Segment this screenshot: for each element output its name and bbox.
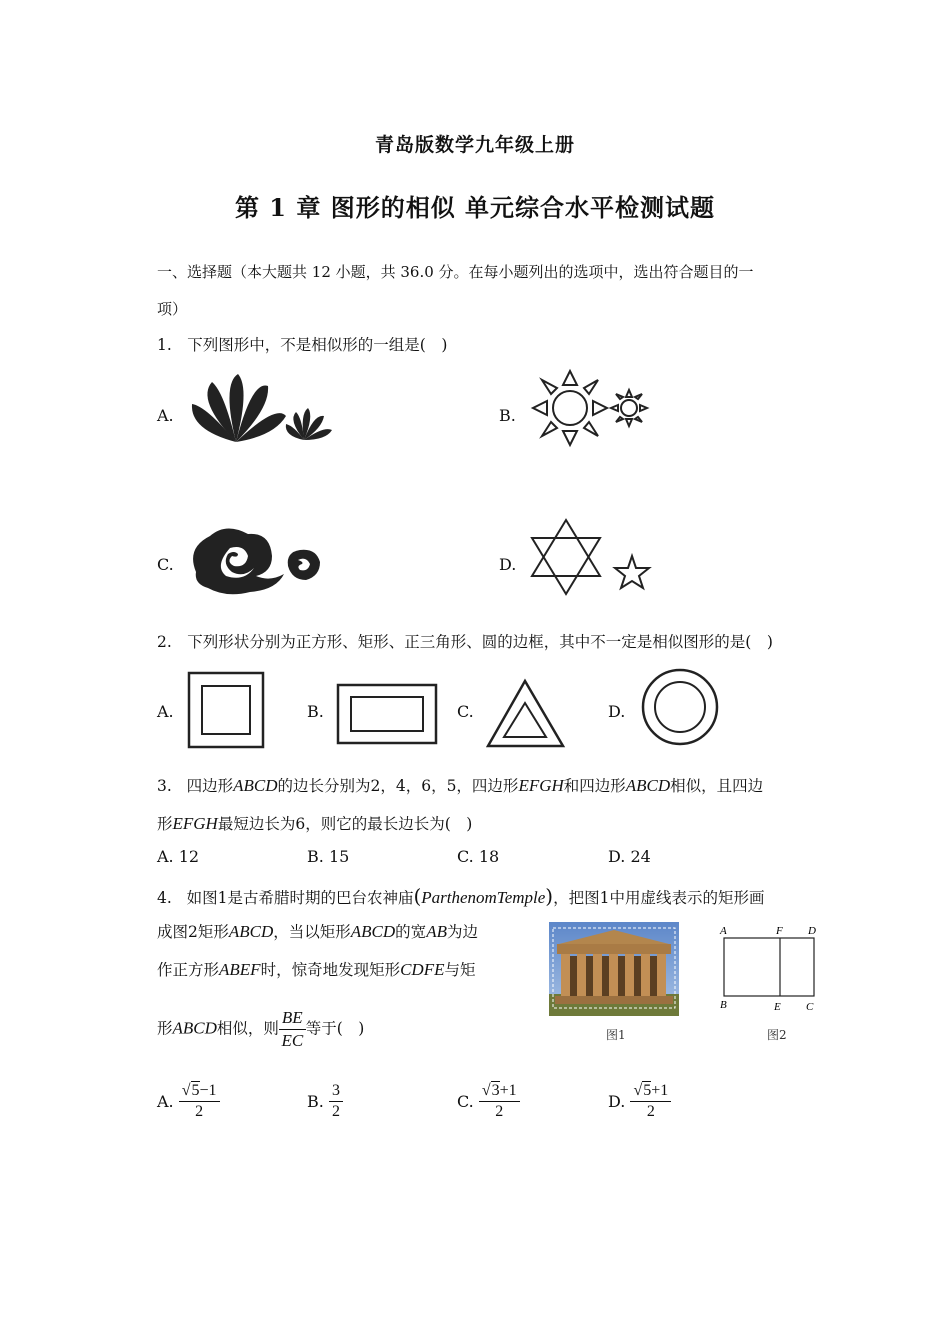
point-label-f: F — [776, 925, 783, 937]
q4-math: ParthenomTemple — [421, 888, 546, 907]
denominator: 2 — [331, 1103, 340, 1120]
section-header: 一、选择题（本大题共 12 小题，共 36.0 分。在每小题列出的选项中，选出符合题目的一 — [157, 263, 754, 281]
numerator: 3 — [329, 1082, 343, 1102]
q1-option-c-cloud-figure — [186, 522, 331, 600]
figure-1-temple-photo — [549, 922, 679, 1016]
radicand: 3 — [491, 1082, 500, 1099]
q3-text: 四边形 — [186, 777, 234, 795]
q3-text: 最短边长为6，则它的最长边长为( ) — [217, 815, 473, 833]
q3-option-a[interactable] — [157, 847, 199, 866]
option-fraction — [329, 1082, 343, 1121]
question-4-stem: 4. 如图1是古希腊时期的巴台农神庙(ParthenomTemple)，把图1中用虚线表示的矩形画 — [157, 884, 765, 908]
q4-number: 4. — [157, 889, 172, 907]
q4-math: ABCD — [172, 1018, 217, 1038]
option-value: 12 — [178, 847, 200, 866]
operand: +1 — [651, 1082, 669, 1099]
point-label-e: E — [774, 1001, 781, 1013]
q1-option-a-shell-figure — [186, 370, 341, 448]
q3-number: 3. — [157, 777, 172, 795]
fraction-numerator: BE — [279, 1008, 306, 1030]
q2-option-a-label[interactable]: A. — [157, 702, 174, 721]
q2-option-b-rectangle-frame — [336, 682, 440, 746]
option-label: A. — [157, 1092, 174, 1111]
option-value: 24 — [630, 847, 651, 866]
q2-option-c-triangle-frame — [486, 678, 568, 750]
q3-text: 和四边形 — [563, 777, 626, 795]
q2-option-c-label[interactable]: C. — [457, 702, 474, 721]
q2-option-b-label[interactable]: B. — [307, 702, 324, 721]
q3-option-b[interactable] — [307, 847, 349, 866]
q3-option-c[interactable] — [457, 847, 499, 866]
document-subtitle: 青岛版数学九年级上册 — [374, 134, 575, 156]
q4-math: AB — [426, 922, 447, 941]
question-3-stem-cont — [157, 812, 472, 834]
option-label: C. — [457, 847, 474, 866]
option-value: 15 — [328, 847, 350, 866]
q4-text: 等于( ) — [305, 1019, 365, 1038]
q4-option-c[interactable] — [457, 1082, 520, 1121]
question-4-line3 — [157, 958, 475, 980]
q1-option-b-sun-figure — [530, 368, 655, 448]
option-value: 18 — [478, 847, 500, 866]
operand: −1 — [199, 1082, 217, 1099]
question-3-stem — [157, 774, 763, 796]
q4-text: 为边 — [446, 923, 478, 941]
q1-option-d-label[interactable]: D. — [499, 555, 517, 574]
figure-2-caption: 图2 — [767, 1028, 787, 1042]
q3-math: EFGH — [172, 814, 218, 833]
radicand: 5 — [191, 1082, 200, 1099]
section-header-cont: 项） — [157, 300, 188, 318]
option-label: D. — [608, 847, 626, 866]
radicand: 5 — [643, 1082, 652, 1099]
q4-text: ，当以矩形 — [273, 923, 351, 941]
q4-fraction-be-ec — [279, 1008, 306, 1051]
q4-math: ABCD — [350, 922, 396, 941]
denominator: 2 — [195, 1103, 204, 1120]
q4-text: 的宽 — [395, 923, 427, 941]
q1-option-c-label[interactable]: C. — [157, 555, 174, 574]
q4-text: 与矩 — [444, 961, 476, 979]
q4-text: 成图2矩形 — [157, 923, 229, 941]
question-1-stem: 1. 下列图形中，不是相似形的一组是( ) — [157, 336, 448, 354]
question-4-line2 — [157, 920, 478, 942]
q2-option-d-circle-frame — [639, 666, 721, 748]
q4-text: 形 — [157, 1019, 173, 1038]
point-label-d: D — [808, 925, 816, 937]
question-4-line4 — [157, 1008, 364, 1051]
option-label: A. — [157, 847, 174, 866]
question-2-stem: 2. 下列形状分别为正方形、矩形、正三角形、圆的边框，其中不一定是相似图形的是( ) — [157, 633, 773, 651]
q4-option-a[interactable] — [157, 1082, 220, 1121]
q4-math: CDFE — [400, 960, 445, 979]
q3-math: ABCD — [233, 776, 278, 795]
point-label-b: B — [720, 999, 727, 1011]
q3-text: 相似，且四边 — [670, 777, 764, 795]
q4-math: ABCD — [228, 922, 274, 941]
option-fraction: $\frac{√3+1}{2}$ — [479, 1082, 520, 1121]
q2-option-d-label[interactable]: D. — [608, 702, 626, 721]
option-fraction: $\frac{√5+1}{2}$ — [630, 1082, 671, 1121]
document-title: 第 1 章 图形的相似 单元综合水平检测试题 — [234, 193, 716, 222]
denominator: 2 — [646, 1103, 655, 1120]
q3-text: 的边长分别为2，4，6，5，四边形 — [277, 777, 519, 795]
q3-text: 形 — [157, 815, 173, 833]
figure-1-caption: 图1 — [606, 1028, 626, 1042]
q4-text: 作正方形 — [157, 961, 220, 979]
option-label: D. — [608, 1092, 626, 1111]
q4-option-d[interactable] — [608, 1082, 671, 1121]
operand: +1 — [499, 1082, 517, 1099]
q4-text: 如图1是古希腊时期的巴台农神庙 — [186, 889, 414, 907]
figure-2-rectangle-diagram — [716, 922, 826, 1018]
option-fraction: $\frac{√5-1}{2}$ — [179, 1082, 220, 1121]
q3-option-d[interactable] — [608, 847, 651, 866]
q2-option-a-square-frame — [187, 670, 267, 750]
rectangle-abcd — [724, 938, 814, 996]
point-label-c: C — [806, 1001, 814, 1013]
fraction-denominator: EC — [281, 1031, 304, 1050]
q4-text: 相似，则 — [216, 1019, 279, 1038]
denominator: 2 — [495, 1103, 504, 1120]
option-label: B. — [307, 1092, 324, 1111]
q4-text: 时，惊奇地发现矩形 — [260, 961, 401, 979]
q1-option-a-label[interactable]: A. — [157, 406, 174, 425]
q4-math: ABEF — [219, 960, 261, 979]
q3-math: EFGH — [518, 776, 564, 795]
point-label-a: A — [720, 925, 727, 937]
q4-option-b[interactable] — [307, 1082, 343, 1121]
q1-option-d-star-figure — [528, 516, 656, 598]
q1-option-b-label[interactable]: B. — [499, 406, 516, 425]
option-label: C. — [457, 1092, 474, 1111]
q3-math: ABCD — [625, 776, 671, 795]
q4-text: ，把图1中用虚线表示的矩形画 — [553, 889, 765, 907]
option-label: B. — [307, 847, 324, 866]
